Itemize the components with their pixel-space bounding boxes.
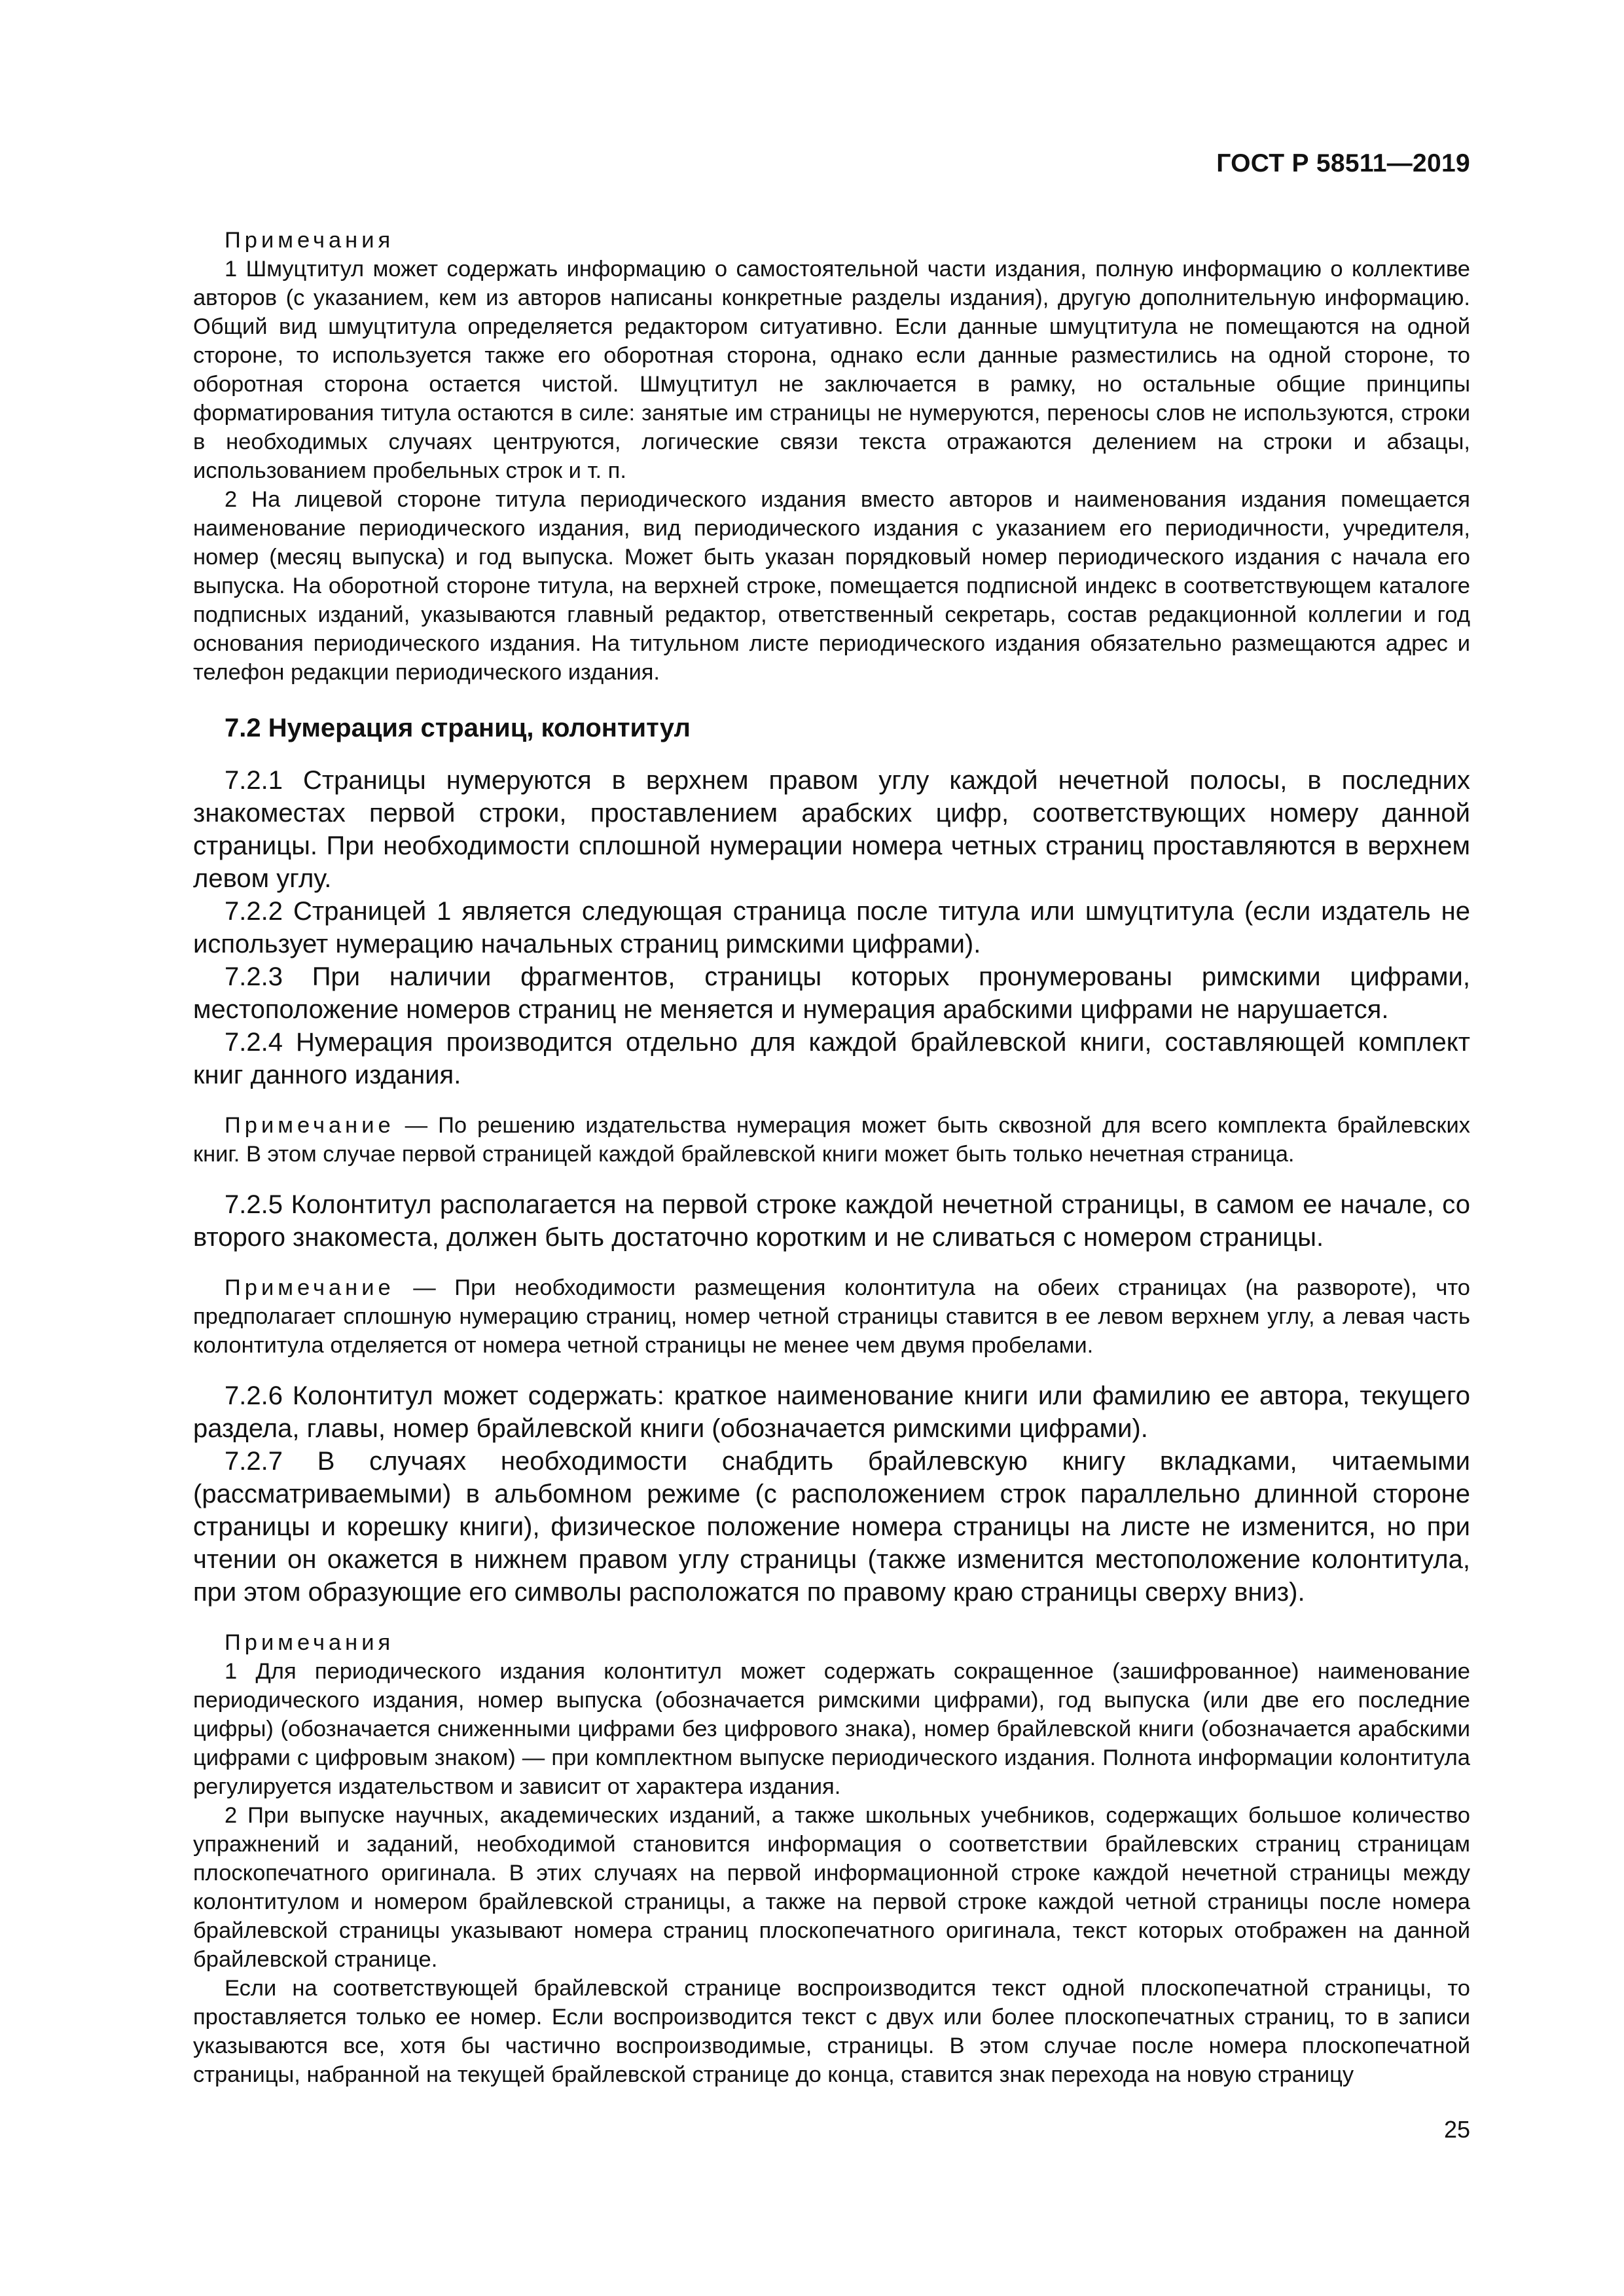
clause-paragraph: 7.2.6 Колонтитул может содержать: краткое наименование книги или фамилию ее автора, текущего раздела, главы, номер брайлевской книги (обозначается римскими цифрами). — [193, 1381, 1470, 1443]
note-text: — По решению издательства нумерация может быть сквозной для всего комплекта брайлевских книг. В этом случае первой страницей каждой брайлевской книги может быть только нечетная страница. — [193, 1113, 1470, 1167]
clause-paragraph: 7.2.5 Колонтитул располагается на первой строке каждой нечетной страницы, в самом ее начале, со второго знакоместа, должен быть достаточно коротким и не сливаться с номером страницы. — [193, 1190, 1470, 1252]
standard-designation: ГОСТ Р 58511—2019 — [1216, 149, 1470, 177]
note-paragraph: Если на соответствующей брайлевской странице воспроизводится текст одной плоскопечатной страницы, то проставляется только ее номер. Если воспроизводится текст с двух или более плоскопечатных страниц, то в записи указываются все, хотя бы частично воспроизводимые, страницы. В этом случае после номера плоскопечатной страницы, набранной на текущей брайлевской странице до конца, ставится знак перехода на новую страницу — [193, 1976, 1470, 2087]
note-label: Примечание — [225, 1275, 395, 1300]
note-paragraph: 1 Для периодического издания колонтитул может содержать сокращенное (зашифрованное) наименование периодического издания, номер выпуска (обозначается римскими цифрами), год выпуска (или две его последние цифры) (обозначается сниженными цифрами без цифрового знака), номер брайлевской книги (обозначается арабскими цифрами с цифровым знаком) — при комплектном выпуске периодического издания. Полнота информации колонтитула регулируется издательством и зависит от характера издания. — [193, 1659, 1470, 1799]
note-paragraph: 2 На лицевой стороне титула периодического издания вместо авторов и наименования издания помещается наименование периодического издания, вид периодического издания с указанием его периодичности, учредителя, номер (месяц выпуска) и год выпуска. Может быть указан порядковый номер периодического издания с начала его выпуска. На оборотной стороне титула, на верхней строке, помещается подписной индекс в соответствующем каталоге подписных изданий, указываются главный редактор, ответственный секретарь, состав редакционной коллегии и год основания периодического издания. На титульном листе периодического издания обязательно размещаются адрес и телефон редакции периодического издания. — [193, 487, 1470, 685]
page-number: 25 — [1443, 2116, 1470, 2143]
page-content — [193, 226, 1470, 2089]
clause-paragraph: 7.2.2 Страницей 1 является следующая страница после титула или шмуцтитула (если издатель не использует нумерацию начальных страниц римскими цифрами). — [193, 897, 1470, 958]
note-paragraph: 1 Шмуцтитул может содержать информацию о самостоятельной части издания, полную информацию о коллективе авторов (с указанием, кем из авторов написаны конкретные разделы издания), другую дополнительную информацию. Общий вид шмуцтитула определяется редактором ситуативно. Если данные шмуцтитула не помещаются на одной стороне, то используется также его оборотная сторона, однако если данные разместились на одной стороне, то оборотная сторона остается чистой. Шмуцтитул не заключается в рамку, но остальные общие принципы форматирования титула остаются в силе: занятые им страницы не нумеруются, переносы слов не используются, строки в необходимых случаях центруются, логические связи текста отражаются делением на строки и абзацы, использованием пробельных строк и т. п. — [193, 257, 1470, 483]
notes-heading: Примечания — [225, 1630, 395, 1655]
notes-heading: Примечания — [225, 228, 395, 253]
note-paragraph — [193, 1111, 1470, 1169]
clause-paragraph: 7.2.3 При наличии фрагментов, страницы которых пронумерованы римскими цифрами, местоположение номеров страниц не меняется и нумерация арабскими цифрами не нарушается. — [193, 962, 1470, 1024]
note-paragraph: 2 При выпуске научных, академических изданий, а также школьных учебников, содержащих большое количество упражнений и заданий, необходимой становится информация о соответствии брайлевских страниц страницам плоскопечатного оригинала. В этих случаях на первой информационной строке каждой нечетной страницы между колонтитулом и номером брайлевской страницы, а также на первой строке каждой четной страницы после номера брайлевской страницы указывают номера страниц плоскопечатного оригинала, текст которых отображен на данной брайлевской странице. — [193, 1803, 1470, 1972]
clause-paragraph: 7.2.1 Страницы нумеруются в верхнем правом углу каждой нечетной полосы, в последних знакоместах первой строки, проставлением арабских цифр, соответствующих номеру данной страницы. При необходимости сплошной нумерации номера четных страниц проставляются в верхнем левом углу. — [193, 766, 1470, 893]
clause-paragraph: 7.2.7 В случаях необходимости снабдить брайлевскую книгу вкладками, читаемыми (рассматриваемыми) в альбомном режиме (с расположением строк параллельно длинной стороне страницы и корешку книги), физическое положение номера страницы на листе не изменится, но при чтении он окажется в нижнем правом углу страницы (также изменится местоположение колонтитула, при этом образующие его символы расположатся по правому краю страницы сверху вниз). — [193, 1447, 1470, 1607]
section-title: 7.2 Нумерация страниц, колонтитул — [225, 714, 691, 742]
note-label: Примечание — [225, 1113, 395, 1138]
clause-paragraph: 7.2.4 Нумерация производится отдельно для каждой брайлевской книги, составляющей комплект книг данного издания. — [193, 1028, 1470, 1089]
note-text: — При необходимости размещения колонтитула на обеих страницах (на развороте), что предполагает сплошную нумерацию страниц, номер четной страницы ставится в ее левом верхнем углу, а левая часть колонтитула отделяется от номера четной страницы не менее чем двумя пробелами. — [193, 1275, 1470, 1358]
note-paragraph — [193, 1273, 1470, 1360]
